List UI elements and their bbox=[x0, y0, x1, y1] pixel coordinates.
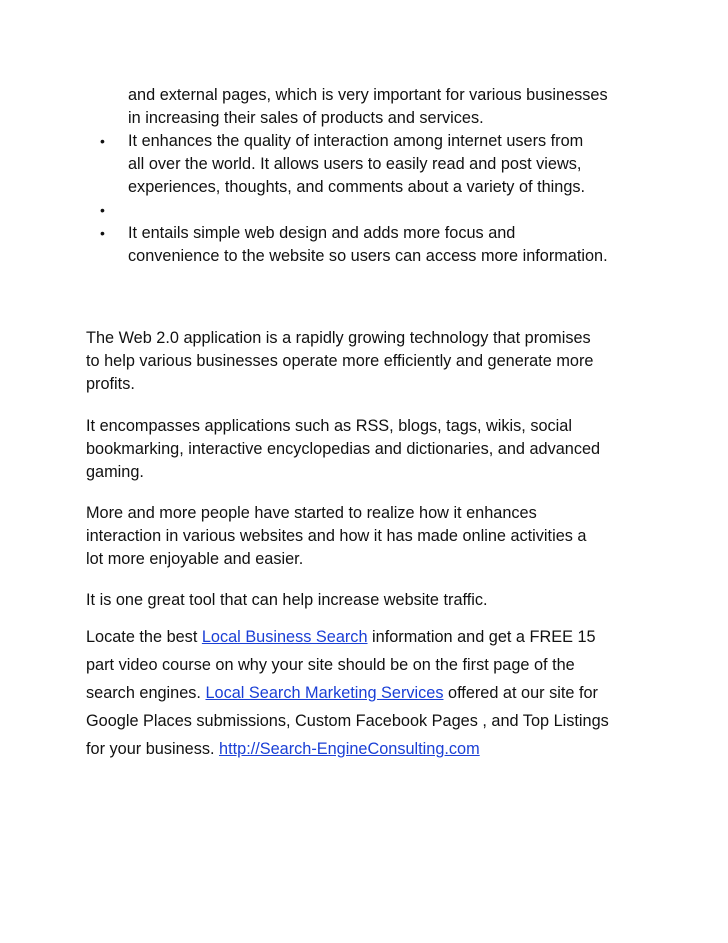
search-engine-consulting-link[interactable]: http://Search-EngineConsulting.com bbox=[219, 740, 480, 758]
paragraph-line: lot more enjoyable and easier. bbox=[86, 550, 304, 568]
promo-line bbox=[86, 623, 646, 651]
paragraph-line: to help various businesses operate more efficiently and generate more bbox=[86, 352, 594, 370]
paragraph-applications bbox=[86, 415, 646, 484]
paragraph-line: profits. bbox=[86, 375, 135, 393]
bullet-marker: • bbox=[100, 225, 105, 241]
local-business-search-link[interactable]: Local Business Search bbox=[201, 628, 368, 646]
paragraph-line: It is one great tool that can help increase website traffic. bbox=[86, 591, 488, 609]
promo-line: Google Places submissions, Custom Facebook Pages , and Top Listings bbox=[86, 712, 609, 730]
paragraph-line: The Web 2.0 application is a rapidly growing technology that promises bbox=[86, 329, 591, 347]
promo-text: search engines. bbox=[86, 684, 206, 702]
promo-line: part video course on why your site should be on the first page of the bbox=[86, 656, 575, 674]
bullet-item bbox=[0, 130, 648, 199]
promo-line bbox=[86, 679, 646, 707]
bullet-item bbox=[0, 222, 648, 268]
bullet-text-line: and external pages, which is very important for various businesses bbox=[128, 86, 608, 104]
bullet-list bbox=[0, 84, 728, 268]
bullet-text-line: experiences, thoughts, and comments about a variety of things. bbox=[128, 178, 586, 196]
promo-text: Locate the best bbox=[86, 628, 202, 646]
paragraph-interaction bbox=[86, 502, 646, 571]
promo-text: offered at our site for bbox=[443, 684, 598, 702]
paragraph-line: bookmarking, interactive encyclopedias and dictionaries, and advanced bbox=[86, 440, 601, 458]
paragraph-line: More and more people have started to realize how it enhances bbox=[86, 504, 537, 522]
bullet-item-empty bbox=[0, 199, 648, 222]
bullet-text-line: It entails simple web design and adds more focus and bbox=[128, 224, 516, 242]
bullet-text-line bbox=[128, 199, 648, 222]
bullet-text-line: in increasing their sales of products and services. bbox=[128, 109, 484, 127]
bullet-item bbox=[0, 84, 648, 130]
bullet-text-line: all over the world. It allows users to easily read and post views, bbox=[128, 155, 582, 173]
local-search-marketing-link[interactable]: Local Search Marketing Services bbox=[205, 684, 444, 702]
paragraph-line: gaming. bbox=[86, 463, 144, 481]
paragraph-line: interaction in various websites and how it has made online activities a bbox=[86, 527, 587, 545]
paragraph-traffic bbox=[86, 589, 646, 612]
bullet-marker: • bbox=[100, 202, 105, 218]
bullet-text-line: convenience to the website so users can access more information. bbox=[128, 247, 608, 265]
paragraph-line: It encompasses applications such as RSS, blogs, tags, wikis, social bbox=[86, 417, 572, 435]
bullet-marker: • bbox=[100, 133, 105, 149]
promo-line bbox=[86, 735, 646, 763]
paragraph-web20-intro bbox=[86, 327, 646, 396]
bullet-text-line: It enhances the quality of interaction among internet users from bbox=[128, 132, 584, 150]
paragraph-promo bbox=[86, 623, 646, 763]
promo-text: for your business. bbox=[86, 740, 220, 758]
promo-text: information and get a FREE 15 bbox=[367, 628, 596, 646]
